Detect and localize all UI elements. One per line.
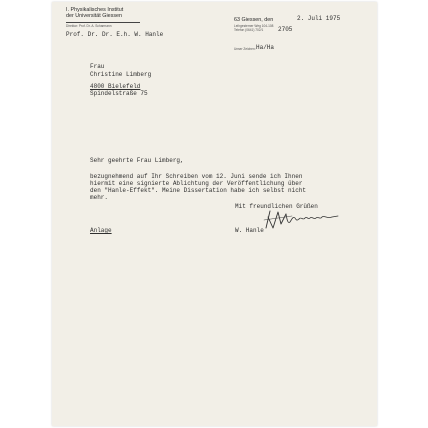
city-label: 63 Giessen, den bbox=[234, 17, 274, 23]
director-line: Direktor: Prof. Dr. A. Scharmann bbox=[66, 24, 112, 28]
recipient-street: Spindelstraße 75 bbox=[90, 90, 148, 97]
institute-name-line1: I. Physikalisches Institut bbox=[66, 7, 124, 13]
body-line-1: bezugnehmend auf Ihr Schreiben vom 12. Juni sende ich Ihnen bbox=[90, 173, 303, 180]
body-line-2: hiermit eine signierte Ablichtung der Veröffentlichung über bbox=[90, 180, 303, 187]
institute-phone: Telefon (0641) 702/1 bbox=[234, 28, 264, 32]
letter-date: 2. Juli 1975 bbox=[297, 15, 341, 22]
letter-page bbox=[52, 2, 377, 426]
phone-extension: 2705 bbox=[278, 26, 293, 33]
body-line-4: mehr. bbox=[90, 194, 109, 201]
institute-address: Leihgesterner Weg 104-108 bbox=[234, 24, 274, 28]
typed-signature-name: W. Hanle bbox=[235, 227, 264, 234]
recipient-city: 4800 Bielefeld bbox=[90, 83, 141, 90]
institute-name-line2: der Universität Giessen bbox=[66, 13, 123, 19]
recipient-name: Christine Limberg bbox=[90, 71, 152, 78]
handwritten-signature bbox=[262, 208, 342, 230]
sender-name: Prof. Dr. Dr. E.h. W. Hanle bbox=[66, 31, 164, 38]
reference-value: Ha/Ha bbox=[256, 44, 275, 51]
enclosure-note: Anlage bbox=[90, 227, 112, 234]
reference-label: Unser Zeichen: bbox=[234, 47, 256, 51]
letterhead-rule bbox=[66, 22, 140, 23]
recipient-salutation: Frau bbox=[90, 63, 105, 70]
letter-greeting: Sehr geehrte Frau Limberg, bbox=[90, 157, 184, 164]
body-line-3: den "Hanle-Effekt". Meine Dissertation habe ich selbst nicht bbox=[90, 187, 307, 194]
closing-phrase: Mit freundlichen Grüßen bbox=[235, 203, 318, 210]
